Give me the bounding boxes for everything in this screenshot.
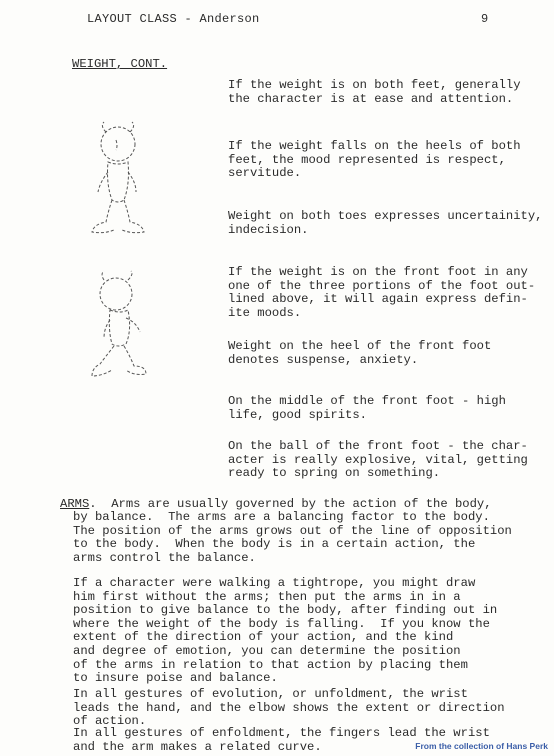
weight-paragraph: If the weight is on both feet, generally the character is at ease and attention. bbox=[228, 78, 521, 106]
weight-paragraph: On the middle of the front foot - high life, good spirits. bbox=[228, 394, 506, 422]
weight-paragraph: If the weight falls on the heels of both feet, the mood represented is respect, servitude. bbox=[228, 139, 521, 181]
weight-paragraph: Weight on the heel of the front foot denotes suspense, anxiety. bbox=[228, 339, 492, 367]
arms-first-line-text: . Arms are usually governed by the action of the body, bbox=[89, 497, 492, 511]
arms-paragraph: In all gestures of enfoldment, the fingers lead the wrist and the arm makes a related curve. bbox=[73, 726, 490, 754]
arms-heading: ARMS bbox=[60, 497, 90, 511]
arms-paragraph: If a character were walking a tightrope, you might draw him first without the arms; then put the arms in in a position to give balance to the body, after finding out in where the weight of the body is falling. If you know the extent of the direction of your action, and the kind and degree of emotion, you can determine the position of the arms in relation to that action by placing them to insure poise and balance. bbox=[73, 576, 498, 686]
arms-paragraph: In all gestures of evolution, or unfoldment, the wrist leads the hand, and the elbow shows the extent or direction of action. bbox=[73, 687, 505, 729]
section-heading: WEIGHT, CONT. bbox=[72, 57, 168, 71]
character-sketch-standing bbox=[78, 118, 158, 238]
arms-paragraph: by balance. The arms are a balancing factor to the body. The position of the arms grows out of the line of opposition to the body. When the body is in a certain action, the arms control the balance. bbox=[73, 510, 512, 565]
weight-paragraph: Weight on both toes expresses uncertainity, indecision. bbox=[228, 209, 543, 237]
weight-paragraph: If the weight is on the front foot in any one of the three portions of the foot out- lined above, it will again express defin- ite moods. bbox=[228, 265, 536, 320]
collection-credit: From the collection of Hans Perk bbox=[415, 741, 548, 751]
page-number: 9 bbox=[481, 12, 489, 26]
page-header-title: LAYOUT CLASS - Anderson bbox=[87, 12, 260, 26]
character-sketch-leaning bbox=[80, 270, 160, 380]
weight-paragraph: On the ball of the front foot - the char- acter is really explosive, vital, getting ready to spring on something. bbox=[228, 439, 528, 481]
